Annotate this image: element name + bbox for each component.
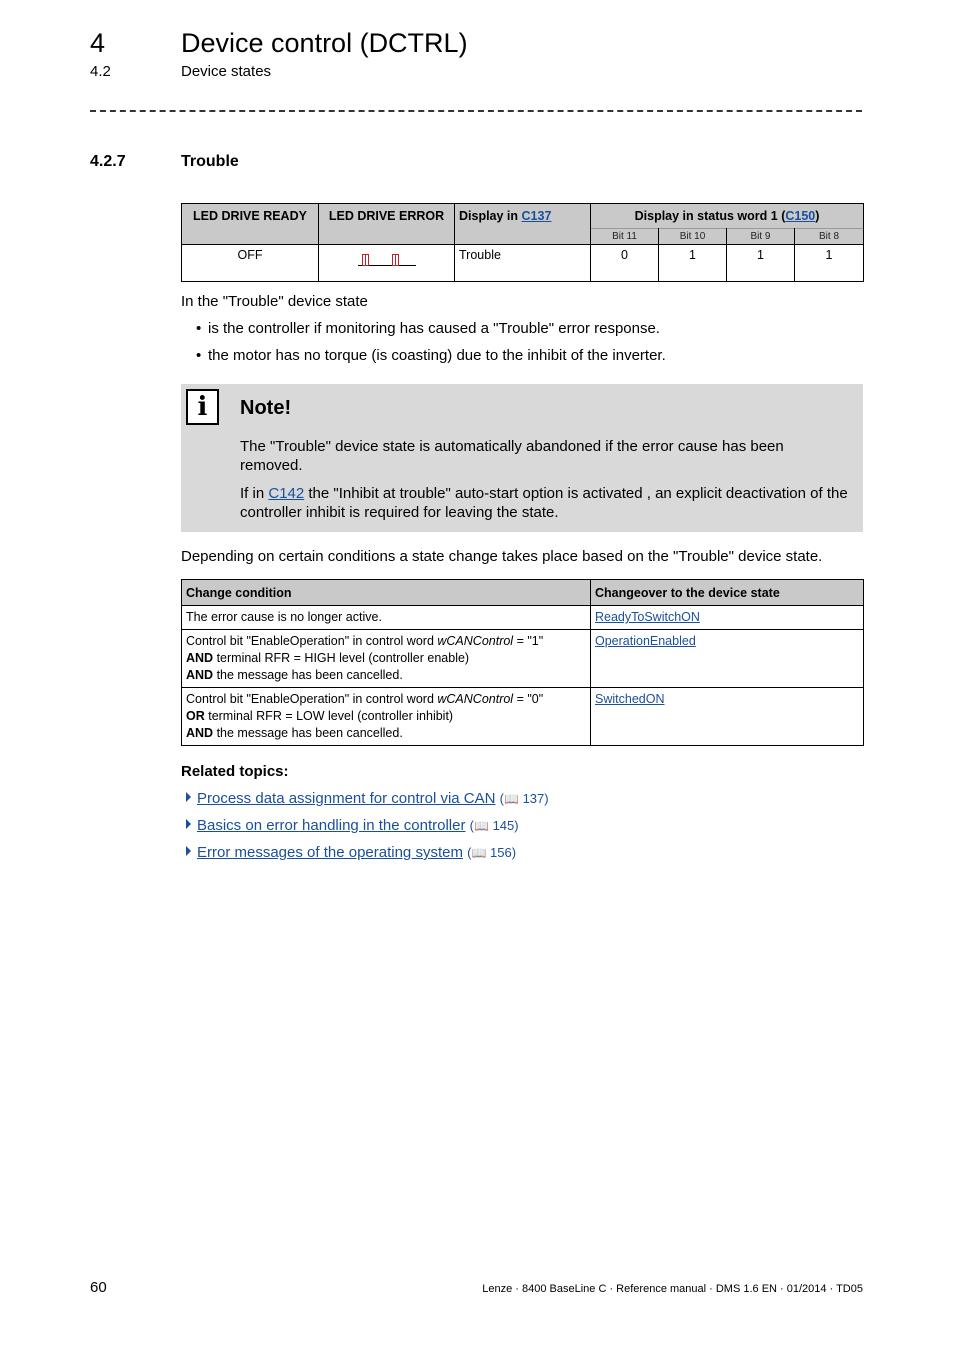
page-number: 145 [492,818,515,833]
link-ready-to-switch-on[interactable]: ReadyToSwitchON [595,610,700,624]
blinking-led-icon [358,252,416,266]
cell-led-error [319,245,455,282]
logic-keyword: AND [186,668,214,682]
link-c137[interactable]: C137 [521,209,552,223]
led-pulse-2 [392,254,399,266]
arrow-right-icon [186,792,191,802]
related-topic-item[interactable] [186,790,549,807]
cell-bit-10: 1 [659,245,727,282]
condition-text: terminal RFR = HIGH level (controller enable) [213,651,470,665]
cell-bit-9: 1 [727,245,795,282]
target-cell [591,688,864,746]
cell-led-ready: OFF [182,245,319,282]
chapter-title: Device control (DCTRL) [181,28,468,58]
related-link[interactable]: Basics on error handling in the controller [197,817,466,834]
header-bit-11: Bit 11 [591,229,659,245]
target-cell [591,630,864,688]
logic-keyword: AND [186,651,214,665]
bullet-item [196,347,666,364]
header-bit-8: Bit 8 [795,229,864,245]
page-number: 137 [522,791,545,806]
related-link[interactable]: Process data assignment for control via CAN [197,790,496,807]
note-title: Note! [240,397,292,419]
header-divider [90,110,862,112]
target-cell [591,606,864,630]
section-title: Device states [181,63,272,80]
transition-table [181,579,864,746]
section-number: 4.2 [90,63,111,80]
link-c142[interactable]: C142 [268,485,305,502]
condition-text: Control bit "EnableOperation" in control word [186,692,438,706]
header-changeover: Changeover to the device state [591,580,864,606]
header-display-label: Display in [459,209,522,223]
cell-bit-8: 1 [795,245,864,282]
subsection-title: Trouble [181,153,239,170]
led-pulse-1 [362,254,369,266]
book-icon: 📖 [471,846,487,860]
page-reference: (📖 145) [469,818,519,833]
book-icon: 📖 [474,819,489,833]
cell-bit-11: 0 [591,245,659,282]
condition-cell: The error cause is no longer active. [182,606,591,630]
device-state-table [181,203,864,282]
book-icon: 📖 [503,792,519,806]
note-p2-suffix: the "Inhibit at trouble" auto-start option is activated , an explicit deactivation of the controller inhibit is required for leaving the state. [240,485,848,521]
logic-keyword: AND [186,726,214,740]
related-link[interactable]: Error messages of the operating system [197,844,463,861]
page-reference: (📖 156) [467,845,517,860]
condition-value: = "0" [513,692,544,706]
condition-cell [182,688,591,746]
table-row [182,688,864,746]
control-word-var: wCANControl [437,692,514,706]
table-row [182,606,864,630]
bullet-item [196,320,660,337]
table-row [182,630,864,688]
note-paragraph-1: The "Trouble" device state is automatically abandoned if the error cause has been removed. [240,438,784,474]
header-led-ready: LED DRIVE READY [182,204,319,245]
condition-text: the message has been cancelled. [213,668,403,682]
header-status-label: Display in status word 1 ( [634,209,786,223]
header-status-close: ) [815,209,820,223]
header-bit-9: Bit 9 [727,229,795,245]
page-reference: (📖 137) [499,791,549,806]
link-operation-enabled[interactable]: OperationEnabled [595,634,696,648]
note-p2-prefix: If in [240,485,269,502]
bullet-text: the motor has no torque (is coasting) due to the inhibit of the inverter. [208,347,666,364]
bullet-text: is the controller if monitoring has caused a "Trouble" error response. [208,320,660,337]
info-icon: i [186,389,219,425]
link-c150[interactable]: C150 [785,209,816,223]
header-change-condition: Change condition [182,580,591,606]
arrow-right-icon [186,846,191,856]
condition-value: = "1" [513,634,544,648]
related-topic-item[interactable] [186,844,516,861]
condition-text: the message has been cancelled. [213,726,403,740]
transition-intro: Depending on certain conditions a state change takes place based on the "Trouble" device state. [181,548,823,565]
intro-text: In the "Trouble" device state [181,293,368,310]
logic-keyword: OR [186,709,205,723]
condition-cell [182,630,591,688]
footer-page-number: 60 [90,1279,107,1296]
header-led-error: LED DRIVE ERROR [319,204,455,245]
control-word-var: wCANControl [437,634,514,648]
related-topic-item[interactable] [186,817,519,834]
header-bit-10: Bit 10 [659,229,727,245]
chapter-number: 4 [90,28,106,58]
arrow-right-icon [186,819,191,829]
cell-display: Trouble [455,245,591,282]
related-topics-title: Related topics: [181,763,289,780]
header-display [455,204,591,245]
subsection-number: 4.2.7 [90,153,126,170]
header-status-word [591,204,864,229]
condition-text: terminal RFR = LOW level (controller inhibit) [204,709,454,723]
note-box [181,384,863,532]
note-paragraph-2 [240,484,850,522]
link-switched-on[interactable]: SwitchedON [595,692,665,706]
page-number: 156 [490,845,512,860]
condition-text: Control bit "EnableOperation" in control word [186,634,438,648]
footer-doc-info: Lenze · 8400 BaseLine C · Reference manual · DMS 1.6 EN · 01/2014 · TD05 [482,1283,863,1295]
